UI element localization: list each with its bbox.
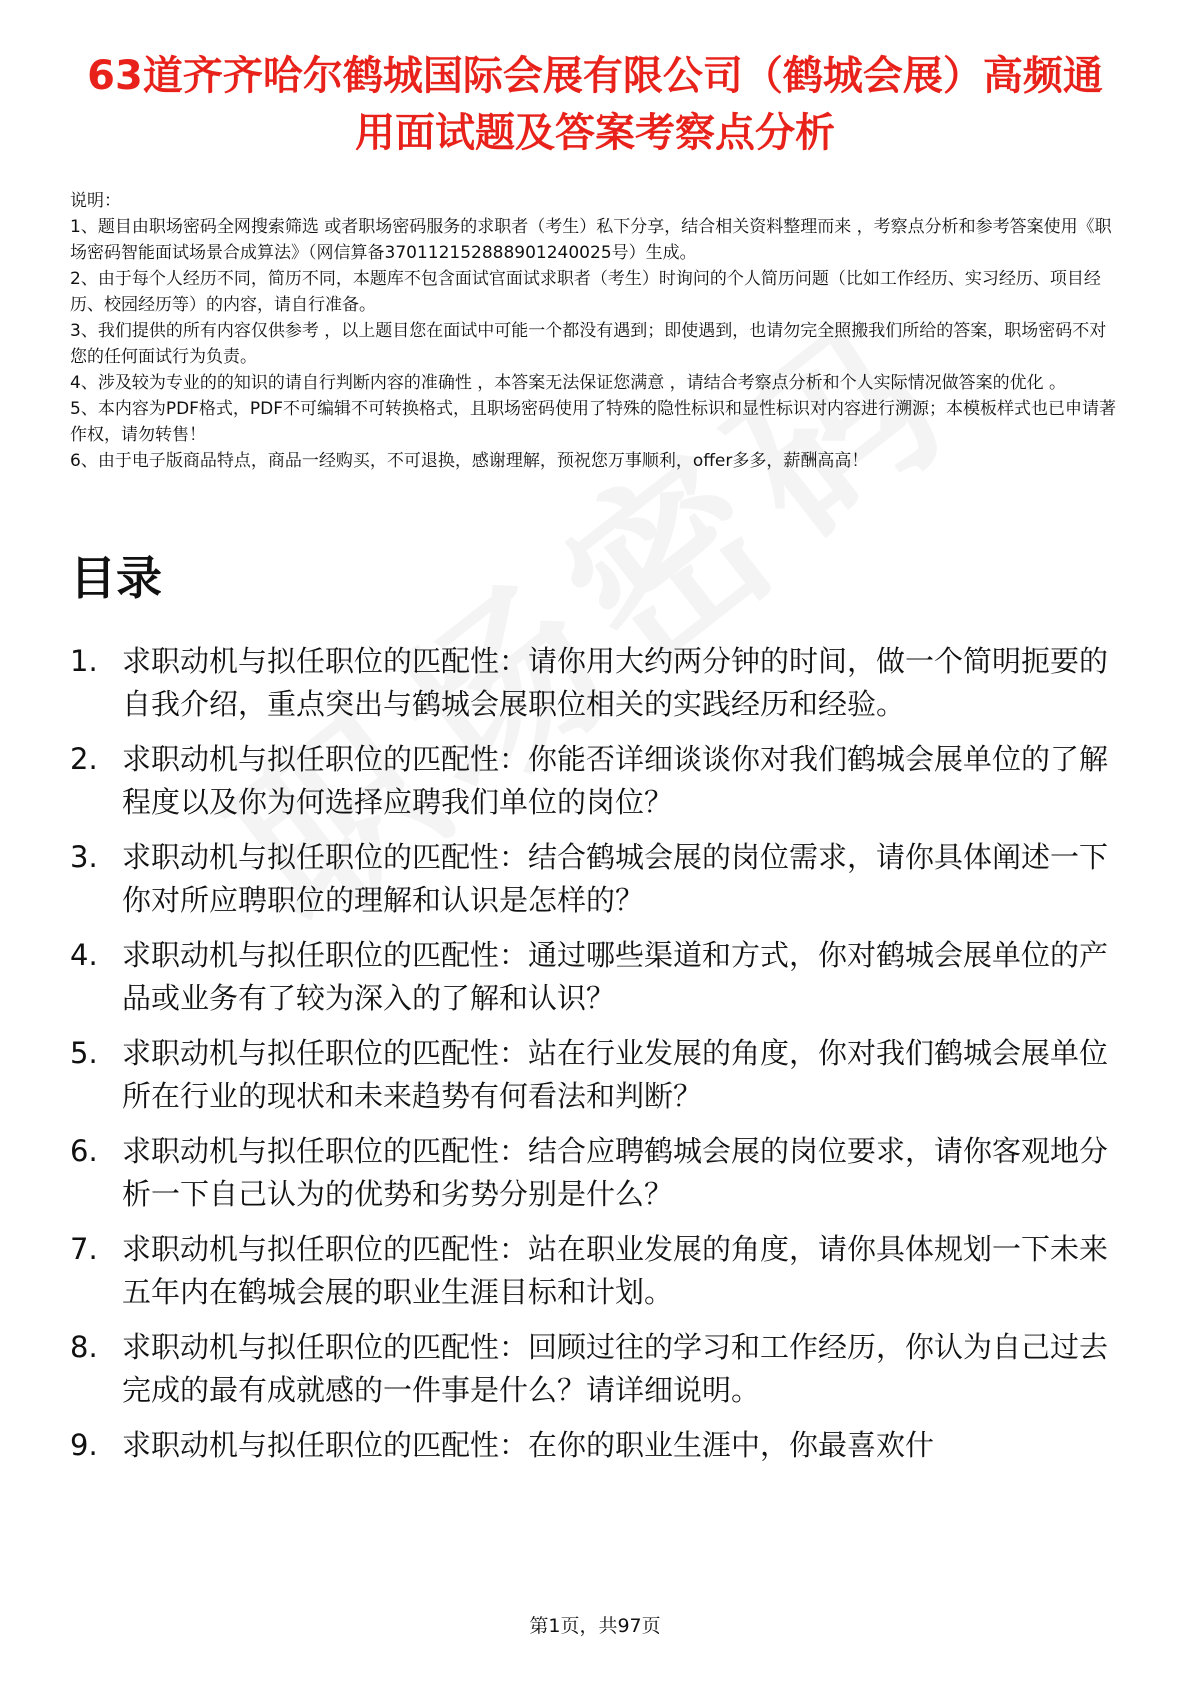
document-title: 63道齐齐哈尔鹤城国际会展有限公司（鹤城会展）高频通用面试题及答案考察点分析 bbox=[87, 53, 1103, 156]
toc-item-number: 1. bbox=[70, 644, 98, 678]
toc-item-number: 8. bbox=[70, 1330, 98, 1364]
toc-item-number: 3. bbox=[70, 840, 98, 874]
toc-item-text: 求职动机与拟任职位的匹配性：结合应聘鹤城会展的岗位要求，请你客观地分析一下自己认为的优势和劣势分别是什么？ bbox=[122, 1134, 1109, 1211]
toc-item-number: 5. bbox=[70, 1036, 98, 1070]
toc-item-1[interactable] bbox=[70, 640, 1120, 726]
toc-item-text: 求职动机与拟任职位的匹配性：站在行业发展的角度，你对我们鹤城会展单位所在行业的现状和未来趋势有何看法和判断？ bbox=[122, 1036, 1109, 1113]
toc-item-text: 求职动机与拟任职位的匹配性：你能否详细谈谈你对我们鹤城会展单位的了解程度以及你为何选择应聘我们单位的岗位？ bbox=[122, 742, 1109, 819]
toc-item-text: 求职动机与拟任职位的匹配性：站在职业发展的角度，请你具体规划一下未来五年内在鹤城会展的职业生涯目标和计划。 bbox=[122, 1232, 1109, 1309]
page-footer bbox=[0, 1613, 1190, 1639]
toc-item-text: 求职动机与拟任职位的匹配性：请你用大约两分钟的时间，做一个简明扼要的自我介绍，重点突出与鹤城会展职位相关的实践经历和经验。 bbox=[122, 644, 1109, 721]
toc-item-2[interactable] bbox=[70, 738, 1120, 824]
toc-item-number: 9. bbox=[70, 1428, 98, 1462]
notes-section bbox=[70, 188, 1120, 474]
toc-item-number: 4. bbox=[70, 938, 98, 972]
toc-item-text: 求职动机与拟任职位的匹配性：在你的职业生涯中，你最喜欢什 bbox=[122, 1428, 935, 1462]
note-item-1: 1、题目由职场密码全网搜索筛选 或者职场密码服务的求职者（考生）私下分享，结合相关资料整理而来 ，考察点分析和参考答案使用《职场密码智能面试场景合成算法》（网信算备370112152888901240025号）生成。 bbox=[70, 217, 1112, 263]
toc-item-9[interactable] bbox=[70, 1424, 1120, 1467]
toc-item-3[interactable] bbox=[70, 836, 1120, 922]
toc-item-text: 求职动机与拟任职位的匹配性：回顾过往的学习和工作经历，你认为自己过去完成的最有成就感的一件事是什么？请详细说明。 bbox=[122, 1330, 1109, 1407]
toc-list bbox=[70, 640, 1120, 1479]
note-item-5: 5、本内容为PDF格式，PDF不可编辑不可转换格式，且职场密码使用了特殊的隐性标识和显性标识对内容进行溯源；本模板样式也已申请著作权，请勿转售！ bbox=[70, 399, 1117, 445]
toc-item-6[interactable] bbox=[70, 1130, 1120, 1216]
note-item-3: 3、我们提供的所有内容仅供参考 ，以上题目您在面试中可能一个都没有遇到；即使遇到，也请勿完全照搬我们所给的答案，职场密码不对您的任何面试行为负责。 bbox=[70, 321, 1107, 367]
note-item-2: 2、由于每个人经历不同，简历不同，本题库不包含面试官面试求职者（考生）时询问的个人简历问题（比如工作经历、实习经历、项目经历、校园经历等）的内容，请自行准备。 bbox=[70, 269, 1101, 315]
note-item-4: 4、涉及较为专业的的知识的请自行判断内容的准确性 ，本答案无法保证您满意 ，请结合考察点分析和个人实际情况做答案的优化 。 bbox=[70, 373, 1067, 393]
toc-item-4[interactable] bbox=[70, 934, 1120, 1020]
toc-item-text: 求职动机与拟任职位的匹配性：通过哪些渠道和方式，你对鹤城会展单位的产品或业务有了较为深入的了解和认识？ bbox=[122, 938, 1109, 1015]
toc-item-5[interactable] bbox=[70, 1032, 1120, 1118]
note-item-6: 6、由于电子版商品特点，商品一经购买，不可退换，感谢理解，预祝您万事顺利，offer多多，薪酬高高！ bbox=[70, 451, 869, 471]
notes-heading: 说明： bbox=[70, 191, 121, 211]
toc-item-8[interactable] bbox=[70, 1326, 1120, 1412]
toc-item-number: 6. bbox=[70, 1134, 98, 1168]
page-indicator: 第1页，共97页 bbox=[529, 1615, 661, 1637]
toc-item-number: 7. bbox=[70, 1232, 98, 1266]
toc-item-number: 2. bbox=[70, 742, 98, 776]
toc-item-text: 求职动机与拟任职位的匹配性：结合鹤城会展的岗位需求，请你具体阐述一下你对所应聘职位的理解和认识是怎样的？ bbox=[122, 840, 1109, 917]
toc-item-7[interactable] bbox=[70, 1228, 1120, 1314]
toc-heading: 目录 bbox=[70, 551, 162, 605]
